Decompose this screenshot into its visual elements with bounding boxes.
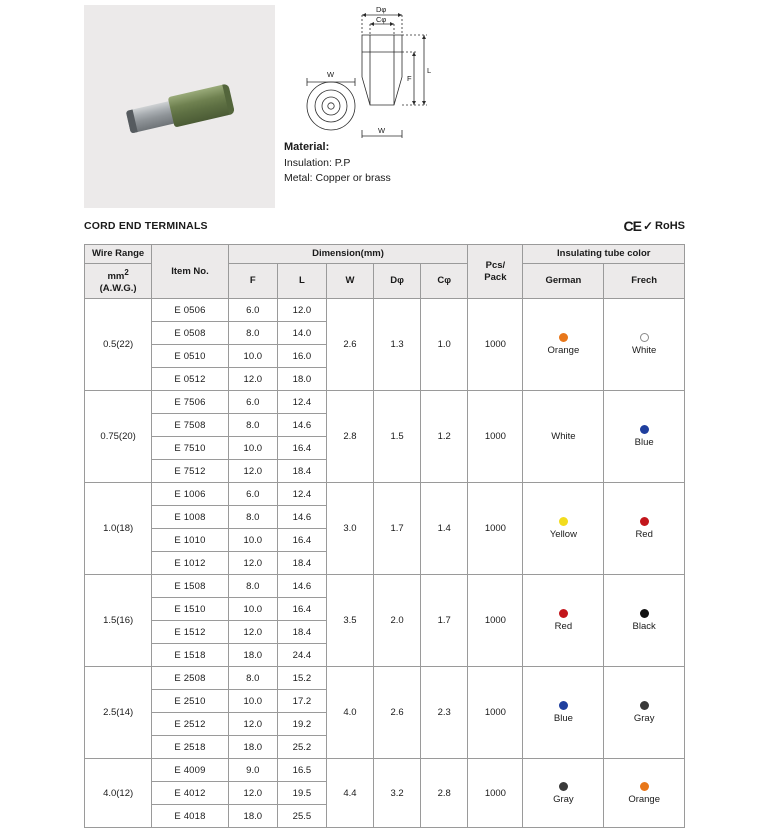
cell-f: 10.0 bbox=[228, 690, 277, 713]
cell-l: 16.5 bbox=[277, 759, 326, 782]
color-swatch-icon bbox=[640, 425, 649, 434]
cell-d-phi: 2.0 bbox=[374, 575, 421, 667]
color-label: Gray bbox=[553, 793, 574, 805]
color-swatch-icon bbox=[640, 517, 649, 526]
certification-marks bbox=[624, 218, 685, 234]
cell-l: 18.4 bbox=[277, 460, 326, 483]
cell-d-phi: 1.3 bbox=[374, 299, 421, 391]
cell-l: 12.0 bbox=[277, 299, 326, 322]
cell-l: 14.6 bbox=[277, 575, 326, 598]
cell-l: 19.5 bbox=[277, 782, 326, 805]
cell-l: 16.4 bbox=[277, 598, 326, 621]
cell-w: 3.5 bbox=[326, 575, 373, 667]
technical-drawing bbox=[284, 5, 474, 140]
check-icon: ✓ bbox=[642, 219, 654, 233]
cell-item-no: E 2508 bbox=[152, 667, 228, 690]
cell-f: 12.0 bbox=[228, 713, 277, 736]
cell-c-phi: 1.4 bbox=[421, 483, 468, 575]
cell-wire-range: 4.0(12) bbox=[85, 759, 152, 828]
cell-f: 10.0 bbox=[228, 345, 277, 368]
cell-d-phi: 3.2 bbox=[374, 759, 421, 828]
cell-color-german bbox=[523, 483, 604, 575]
color-label: Orange bbox=[547, 345, 580, 357]
color-label: Gray bbox=[633, 713, 655, 725]
table-row bbox=[85, 667, 685, 690]
cell-pcs-pack: 1000 bbox=[468, 575, 523, 667]
th-f: F bbox=[228, 264, 277, 299]
table-row bbox=[85, 759, 685, 782]
cell-color-frech bbox=[604, 391, 685, 483]
cell-w: 2.8 bbox=[326, 391, 373, 483]
cell-d-phi: 1.5 bbox=[374, 391, 421, 483]
ferrule-insulation-sleeve bbox=[168, 84, 233, 128]
cell-c-phi: 2.3 bbox=[421, 667, 468, 759]
cell-c-phi: 1.7 bbox=[421, 575, 468, 667]
th-wire-range bbox=[85, 245, 152, 264]
cell-l: 18.0 bbox=[277, 368, 326, 391]
material-title: Material: bbox=[284, 141, 330, 153]
cell-f: 8.0 bbox=[228, 667, 277, 690]
th-unit-sup: 2 bbox=[124, 268, 129, 277]
cell-item-no: E 0508 bbox=[152, 322, 228, 345]
cell-f: 12.0 bbox=[228, 552, 277, 575]
color-label: Black bbox=[632, 621, 656, 633]
table-row bbox=[85, 391, 685, 414]
product-photo bbox=[84, 5, 275, 208]
color-label: White bbox=[632, 345, 657, 357]
cell-color-frech bbox=[604, 575, 685, 667]
cell-color-frech bbox=[604, 483, 685, 575]
cell-color-frech bbox=[604, 667, 685, 759]
cell-pcs-pack: 1000 bbox=[468, 391, 523, 483]
table-row bbox=[85, 483, 685, 506]
color-swatch-icon bbox=[559, 517, 568, 526]
rohs-label: RoHS bbox=[655, 220, 685, 232]
cell-color-frech-content bbox=[604, 333, 684, 356]
illustration-area bbox=[0, 0, 769, 215]
cell-l: 19.2 bbox=[277, 713, 326, 736]
ce-icon: CE bbox=[623, 218, 641, 234]
cell-item-no: E 2518 bbox=[152, 736, 228, 759]
cell-f: 10.0 bbox=[228, 437, 277, 460]
cell-f: 18.0 bbox=[228, 805, 277, 828]
cell-item-no: E 1518 bbox=[152, 644, 228, 667]
cell-item-no: E 1508 bbox=[152, 575, 228, 598]
cell-color-frech bbox=[604, 299, 685, 391]
th-insulating-tube-color: Insulating tube color bbox=[523, 245, 685, 264]
cell-l: 25.2 bbox=[277, 736, 326, 759]
cell-item-no: E 2510 bbox=[152, 690, 228, 713]
drawing-label-w-front: W bbox=[327, 70, 335, 79]
color-swatch-icon bbox=[640, 701, 649, 710]
cell-item-no: E 0512 bbox=[152, 368, 228, 391]
cell-item-no: E 1010 bbox=[152, 529, 228, 552]
cell-l: 25.5 bbox=[277, 805, 326, 828]
th-wire-range-label: Wire Range bbox=[92, 248, 145, 259]
cell-wire-range: 0.5(22) bbox=[85, 299, 152, 391]
color-label: Blue bbox=[553, 713, 573, 725]
cell-item-no: E 4012 bbox=[152, 782, 228, 805]
cell-l: 12.4 bbox=[277, 483, 326, 506]
cell-item-no: E 1008 bbox=[152, 506, 228, 529]
th-l: L bbox=[277, 264, 326, 299]
cell-pcs-pack: 1000 bbox=[468, 483, 523, 575]
drawing-label-c-phi: Cφ bbox=[376, 15, 387, 24]
drawing-label-f: F bbox=[407, 74, 412, 83]
drawing-label-l: L bbox=[427, 66, 432, 75]
cell-color-frech bbox=[604, 759, 685, 828]
th-item-no: Item No. bbox=[152, 245, 228, 299]
cell-f: 10.0 bbox=[228, 529, 277, 552]
cell-f: 18.0 bbox=[228, 644, 277, 667]
color-swatch-icon bbox=[640, 333, 649, 342]
th-unit-awg: (A.W.G.) bbox=[99, 283, 137, 295]
cell-item-no: E 0506 bbox=[152, 299, 228, 322]
cell-f: 12.0 bbox=[228, 621, 277, 644]
cell-item-no: E 1006 bbox=[152, 483, 228, 506]
th-wire-unit bbox=[85, 264, 152, 299]
ferrule-image bbox=[124, 82, 235, 148]
cell-l: 12.4 bbox=[277, 391, 326, 414]
cell-item-no: E 4009 bbox=[152, 759, 228, 782]
cell-color-german-content bbox=[523, 517, 603, 540]
cell-item-no: E 1510 bbox=[152, 598, 228, 621]
th-pcs-pack bbox=[468, 245, 523, 299]
cell-color-frech-content bbox=[604, 517, 684, 540]
cell-item-no: E 1512 bbox=[152, 621, 228, 644]
cell-color-frech-content bbox=[604, 701, 684, 724]
material-insulation: Insulation: P.P bbox=[284, 156, 351, 169]
table-row bbox=[85, 299, 685, 322]
cell-w: 4.0 bbox=[326, 667, 373, 759]
cell-f: 8.0 bbox=[228, 506, 277, 529]
cell-color-german bbox=[523, 575, 604, 667]
cell-l: 16.0 bbox=[277, 345, 326, 368]
table-header bbox=[85, 245, 685, 299]
cell-f: 8.0 bbox=[228, 575, 277, 598]
cell-color-frech-content bbox=[604, 782, 684, 805]
drawing-label-d-phi: Dφ bbox=[376, 5, 387, 14]
cell-item-no: E 2512 bbox=[152, 713, 228, 736]
color-label: Yellow bbox=[549, 529, 577, 541]
cell-f: 12.0 bbox=[228, 782, 277, 805]
cell-l: 24.4 bbox=[277, 644, 326, 667]
th-pcs-line2: Pack bbox=[484, 271, 507, 283]
cell-l: 16.4 bbox=[277, 529, 326, 552]
cell-wire-range: 1.5(16) bbox=[85, 575, 152, 667]
cell-f: 6.0 bbox=[228, 391, 277, 414]
cell-l: 14.6 bbox=[277, 506, 326, 529]
color-label: Orange bbox=[628, 793, 660, 805]
cell-d-phi: 1.7 bbox=[374, 483, 421, 575]
th-frech: Frech bbox=[604, 264, 685, 299]
th-d-phi: Dφ bbox=[374, 264, 421, 299]
cell-l: 18.4 bbox=[277, 621, 326, 644]
color-swatch-icon bbox=[559, 333, 568, 342]
color-swatch-icon bbox=[559, 701, 568, 710]
th-c-phi: Cφ bbox=[421, 264, 468, 299]
th-w: W bbox=[326, 264, 373, 299]
cell-f: 8.0 bbox=[228, 414, 277, 437]
cell-f: 9.0 bbox=[228, 759, 277, 782]
cell-color-german-content bbox=[523, 333, 603, 356]
th-unit-mm: mm bbox=[107, 271, 125, 283]
cell-c-phi: 1.0 bbox=[421, 299, 468, 391]
cell-f: 6.0 bbox=[228, 483, 277, 506]
table-row bbox=[85, 575, 685, 598]
material-notes bbox=[284, 140, 544, 187]
cell-color-german-content bbox=[523, 609, 603, 632]
color-label: Blue bbox=[634, 437, 654, 449]
cell-f: 12.0 bbox=[228, 368, 277, 391]
cell-wire-range: 0.75(20) bbox=[85, 391, 152, 483]
cell-f: 18.0 bbox=[228, 736, 277, 759]
cell-color-german bbox=[523, 759, 604, 828]
cell-f: 6.0 bbox=[228, 299, 277, 322]
cell-color-german bbox=[523, 391, 604, 483]
cell-f: 12.0 bbox=[228, 460, 277, 483]
color-swatch-icon bbox=[559, 782, 568, 791]
cell-w: 3.0 bbox=[326, 483, 373, 575]
spec-table-wrap bbox=[84, 244, 685, 828]
color-label: Red bbox=[635, 529, 653, 541]
cell-item-no: E 4018 bbox=[152, 805, 228, 828]
drawing-label-w-side: W bbox=[378, 126, 386, 135]
color-label: Red bbox=[554, 621, 573, 633]
cell-item-no: E 7506 bbox=[152, 391, 228, 414]
color-label: White bbox=[551, 431, 576, 443]
th-wire-unit-mm2 bbox=[87, 267, 149, 283]
cell-f: 10.0 bbox=[228, 598, 277, 621]
cell-pcs-pack: 1000 bbox=[468, 667, 523, 759]
spec-table bbox=[84, 244, 685, 828]
cell-pcs-pack: 1000 bbox=[468, 299, 523, 391]
cell-color-german-content bbox=[523, 701, 603, 724]
cell-wire-range: 2.5(14) bbox=[85, 667, 152, 759]
th-pcs-line1: Pcs/ bbox=[485, 259, 506, 271]
page-title: CORD END TERMINALS bbox=[84, 220, 208, 232]
table-body bbox=[85, 299, 685, 828]
cell-l: 15.2 bbox=[277, 667, 326, 690]
cell-l: 16.4 bbox=[277, 437, 326, 460]
cell-d-phi: 2.6 bbox=[374, 667, 421, 759]
cell-item-no: E 7512 bbox=[152, 460, 228, 483]
cell-item-no: E 0510 bbox=[152, 345, 228, 368]
cell-w: 4.4 bbox=[326, 759, 373, 828]
th-german: German bbox=[523, 264, 604, 299]
color-swatch-icon bbox=[640, 782, 649, 791]
cell-l: 14.0 bbox=[277, 322, 326, 345]
cell-color-frech-content bbox=[604, 609, 684, 632]
cell-l: 17.2 bbox=[277, 690, 326, 713]
cell-color-german bbox=[523, 667, 604, 759]
cell-w: 2.6 bbox=[326, 299, 373, 391]
cell-c-phi: 2.8 bbox=[421, 759, 468, 828]
color-swatch-icon bbox=[640, 609, 649, 618]
header-row-1 bbox=[85, 245, 685, 264]
cell-color-frech-content bbox=[604, 425, 684, 448]
cell-l: 14.6 bbox=[277, 414, 326, 437]
color-swatch-icon bbox=[559, 609, 568, 618]
cell-pcs-pack: 1000 bbox=[468, 759, 523, 828]
th-dimension: Dimension(mm) bbox=[228, 245, 468, 264]
cell-item-no: E 1012 bbox=[152, 552, 228, 575]
cell-item-no: E 7510 bbox=[152, 437, 228, 460]
cell-f: 8.0 bbox=[228, 322, 277, 345]
material-metal: Metal: Copper or brass bbox=[284, 172, 391, 184]
cell-wire-range: 1.0(18) bbox=[85, 483, 152, 575]
cell-color-german-content bbox=[523, 782, 603, 805]
cell-item-no: E 7508 bbox=[152, 414, 228, 437]
cell-color-german-content bbox=[523, 431, 603, 442]
section-header bbox=[0, 220, 769, 242]
cell-color-german bbox=[523, 299, 604, 391]
cell-l: 18.4 bbox=[277, 552, 326, 575]
cell-c-phi: 1.2 bbox=[421, 391, 468, 483]
